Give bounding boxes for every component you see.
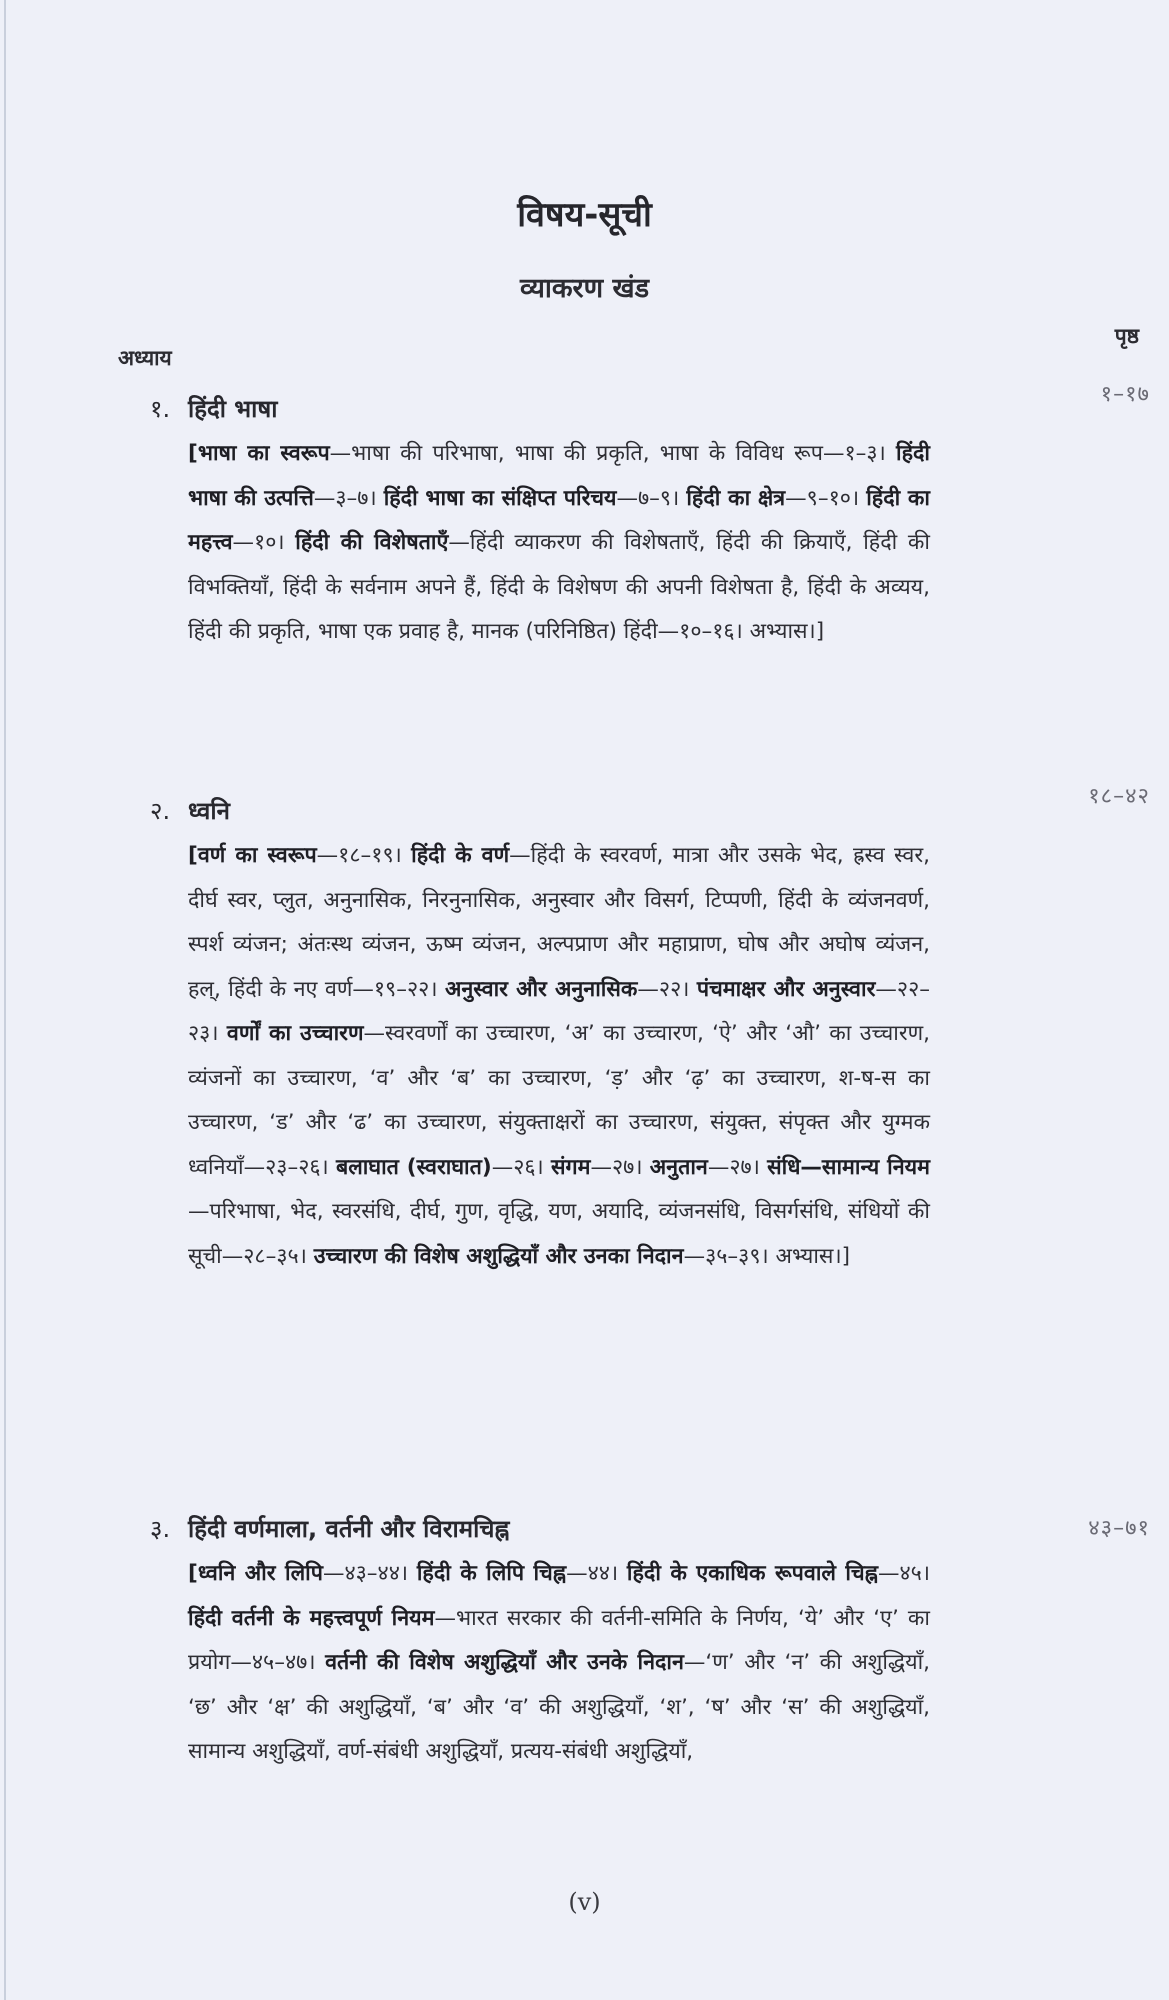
topic-heading: [ध्वनि और लिपि	[188, 1561, 323, 1586]
topic-text: —‘ण’ और ‘न’ की अशुद्धियाँ, ‘छ’ और ‘क्ष’ की अशुद्धियाँ, ‘ब’ और ‘व’ की अशुद्धियाँ, ‘श’, ‘ष’ और ‘स’ की अशुद्धियाँ, सामान्य अशुद्धियाँ, वर्ण-संबंधी अशुद्धियाँ, प्रत्यय-संबंधी अशुद्धियाँ,	[188, 1650, 930, 1764]
chapter-page-range: १–१७	[1100, 382, 1150, 407]
topic-heading: वर्णों का उच्चारण	[226, 1021, 364, 1046]
topic-text: —२७।	[707, 1154, 768, 1180]
topic-heading: हिंदी के वर्ण	[411, 843, 510, 868]
topic-heading: बलाघात (स्वराघात)	[335, 1154, 492, 1180]
topic-text: —स्वरवर्णों का उच्चारण, ‘अ’ का उच्चारण, ‘ऐ’ और ‘औ’ का उच्चारण, व्यंजनों का उच्चारण, ‘व’ और ‘ब’ का उच्चारण, ‘ड़’ और ‘ढ़’ का उच्चारण, श-ष-स का उच्चारण, ‘ड’ और ‘ढ’ का उच्चारण, संयुक्ताक्षरों का उच्चारण, संयुक्त, संपृक्त और युग्मक ध्वनियाँ—२३–२६।	[188, 1021, 930, 1180]
chapter-contents	[188, 432, 930, 655]
topic-text: —४३–४४।	[322, 1561, 417, 1586]
chapter-1	[150, 382, 1150, 655]
topic-text: —भाषा की परिभाषा, भाषा की प्रकृति, भाषा के विविध रूप—१–३।	[329, 441, 897, 466]
topic-text: —२६।	[491, 1154, 551, 1180]
topic-heading: हिंदी की विशेषताएँ	[295, 530, 449, 555]
topic-text: —३–७।	[313, 485, 384, 511]
topic-text: —१०।	[232, 530, 296, 555]
topic-text: —२२।	[637, 976, 697, 1002]
page-number: (v)	[568, 1888, 601, 1916]
topic-heading: संधि—सामान्य नियम	[767, 1154, 931, 1180]
chapter-heading	[150, 382, 1150, 432]
chapter-number: ३.	[150, 1515, 171, 1543]
topic-heading: हिंदी का क्षेत्र	[686, 485, 786, 511]
topic-text: —१८–१९।	[316, 843, 412, 868]
topic-text: —हिंदी व्याकरण की विशेषताएँ, हिंदी की क्रियाएँ, हिंदी की विभक्तियाँ, हिंदी के सर्वनाम अपने हैं, हिंदी के विशेषण की अपनी विशेषता है, हिंदी के अव्यय, हिंदी की प्रकृति, भाषा एक प्रवाह है, मानक (परिनिष्ठित) हिंदी—१०–१६। अभ्यास।]	[188, 530, 931, 644]
topic-heading: [वर्ण का स्वरूप	[188, 843, 317, 868]
topic-heading: उच्चारण की विशेष अशुद्धियाँ और उनका निदान	[313, 1243, 684, 1269]
topic-heading: अनुतान	[649, 1154, 708, 1180]
topic-text: —भारत सरकार की वर्तनी-समिति के निर्णय, ‘ये’ और ‘ए’ का प्रयोग—४५–४७।	[188, 1605, 931, 1675]
topic-text: —परिभाषा, भेद, स्वरसंधि, दीर्घ, गुण, वृद्धि, यण, अयादि, व्यंजनसंधि, विसर्गसंधि, संधियों की सूची—२८–३५।	[188, 1199, 930, 1269]
topic-heading: हिंदी भाषा का संक्षिप्त परिचय	[383, 485, 617, 511]
topic-heading: हिंदी भाषा की उत्पत्ति	[188, 441, 930, 511]
chapter-heading	[150, 784, 1150, 834]
chapter-contents	[188, 834, 930, 1279]
topic-heading: हिंदी के एकाधिक रूपवाले चिह्न	[626, 1561, 878, 1586]
topic-text: —हिंदी के स्वरवर्ण, मात्रा और उसके भेद, ह्रस्व स्वर, दीर्घ स्वर, प्लुत, अनुनासिक, निरनुनासिक, अनुस्वार और विसर्ग, टिप्पणी, हिंदी के व्यंजनवर्ण, स्पर्श व्यंजन; अंतःस्थ व्यंजन, ऊष्म व्यंजन, अल्पप्राण और महाप्राण, घोष और अघोष व्यंजन, हल्, हिंदी के नए वर्ण—१९–२२।	[188, 843, 931, 1002]
chapter-2	[150, 784, 1150, 1279]
topic-heading: [भाषा का स्वरूप	[188, 441, 330, 466]
topic-text: —९–१०।	[785, 485, 867, 511]
chapter-3	[150, 1512, 1150, 1775]
topic-text: —२७।	[590, 1154, 650, 1180]
topic-heading: हिंदी वर्तनी के महत्त्वपूर्ण नियम	[188, 1605, 435, 1631]
chapter-heading	[150, 1512, 1150, 1552]
topic-text: —७–९।	[616, 485, 687, 511]
topic-heading: पंचमाक्षर और अनुस्वार	[696, 976, 876, 1002]
column-header-chapter: अध्याय	[118, 346, 172, 370]
section-title: व्याकरण खंड	[519, 273, 650, 304]
chapter-number: २.	[150, 797, 171, 825]
topic-text: —४५।	[878, 1561, 931, 1586]
chapter-title: हिंदी भाषा	[188, 395, 278, 423]
topic-heading: संगम	[550, 1154, 591, 1180]
topic-text: —२२–२३।	[188, 976, 931, 1046]
topic-text: —४४।	[566, 1561, 627, 1586]
topic-text: —३५–३९। अभ्यास।]	[683, 1243, 850, 1269]
chapter-number: १.	[150, 395, 171, 423]
topic-heading: हिंदी के लिपि चिह्न	[416, 1561, 567, 1586]
page-title: विषय-सूची	[517, 195, 652, 235]
topic-heading: अनुस्वार और अनुनासिक	[444, 976, 638, 1002]
topic-heading: हिंदी का महत्त्व	[188, 485, 930, 555]
chapter-title: हिंदी वर्णमाला, वर्तनी और विरामचिह्न	[188, 1515, 510, 1543]
chapter-title: ध्वनि	[188, 797, 230, 825]
topic-heading: वर्तनी की विशेष अशुद्धियाँ और उनके निदान	[325, 1650, 684, 1675]
column-header-page: पृष्ठ	[1114, 324, 1139, 348]
chapter-page-range: ४३–७१	[1088, 1516, 1150, 1541]
chapter-page-range: १८–४२	[1088, 784, 1150, 809]
chapter-contents	[188, 1552, 930, 1775]
